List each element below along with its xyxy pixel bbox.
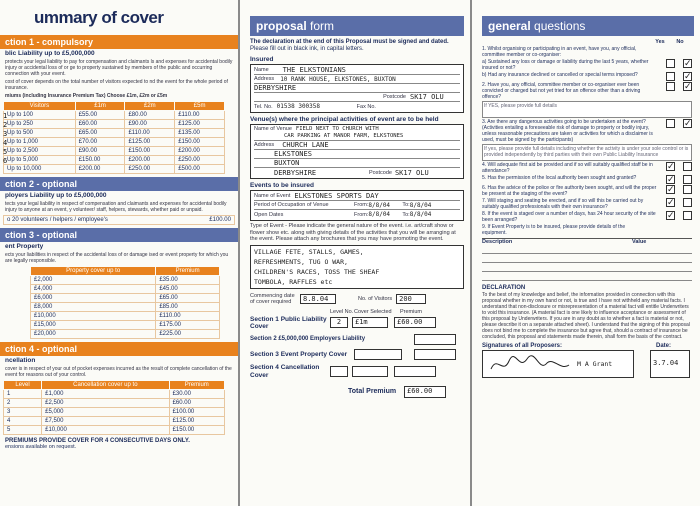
col-1m: £1m — [75, 102, 125, 111]
handwritten-mark: 5 — [3, 148, 8, 156]
name-label: Name — [254, 67, 269, 73]
answer-yes-checkbox[interactable]: ✓ — [667, 210, 675, 220]
section-1-label: Section 1 Public Liability Cover — [250, 315, 327, 330]
section-2-option: o 20 volunteers / helpers / employee's — [7, 217, 108, 223]
venue-box — [250, 124, 464, 179]
public-liability-row-cell: £150.00 — [175, 138, 225, 147]
events-heading: Events to be insured — [250, 182, 314, 189]
public-liability-row-cell: Up to 250 — [4, 120, 76, 129]
cancellation-row — [4, 408, 225, 417]
cancellation-table — [3, 380, 225, 435]
event-property-row — [31, 312, 220, 321]
period-to-label: To: — [402, 202, 410, 208]
signature-box[interactable] — [482, 350, 634, 378]
cancellation-row-cell: £10,000 — [42, 426, 169, 435]
type-of-event-box[interactable] — [250, 245, 464, 289]
public-liability-row-cell: £110.00 — [125, 129, 175, 138]
event-property-row-cell: £110.00 — [156, 312, 220, 321]
summary-of-cover-page — [0, 0, 238, 506]
footer-note-1: PREMIUMS PROVIDE COVER FOR 4 CONSECUTIVE DAYS ONLY. — [5, 438, 190, 444]
venue-address-line-2[interactable]: ELKSTONES — [274, 150, 312, 158]
handwritten-mark: 4 — [3, 139, 8, 147]
address-field-2[interactable]: DERBYSHIRE — [254, 84, 297, 92]
period-to-field[interactable]: 8/8/04 — [409, 201, 432, 209]
section-2-subtitle: ployers Liability up to £5,000,000 — [5, 192, 107, 199]
col-property-premium: Premium — [156, 267, 220, 276]
period-from-field[interactable]: 8/8/04 — [368, 201, 391, 209]
cancellation-row-cell: £7,500 — [42, 417, 169, 426]
commencing-label: Commencing date of cover required — [250, 292, 295, 305]
question-text: b) Had any insurance declined or cancelled or special terms imposed? — [482, 72, 638, 78]
public-liability-row-cell: £125.00 — [125, 138, 175, 147]
address-label: Address — [254, 76, 275, 82]
section-3-header: ction 3 - optional — [0, 228, 238, 242]
cancellation-row-cell: £150.00 — [169, 426, 224, 435]
question-row — [482, 211, 692, 223]
col-5m: £5m — [175, 102, 225, 111]
section-2-header: ction 2 - optional — [0, 177, 238, 191]
tel-label: Tel. No. — [254, 103, 273, 110]
cancellation-row-cell: £125.00 — [169, 417, 224, 426]
venue-address-line-3[interactable]: BUXTON — [274, 159, 300, 167]
question-text: If yes, please provide full details including whether the activity is under your sole control or is provided independently by third parties with their own Public Liability Insurance — [482, 144, 692, 161]
question-row — [482, 82, 692, 100]
question-text: 8. If the event is staged over a number of days, has 24 hour security of the site been arranged? — [482, 211, 656, 223]
commencing-field[interactable]: 8.8.04 — [300, 294, 336, 304]
event-property-row-cell: £225.00 — [156, 330, 220, 339]
question-list — [472, 46, 700, 236]
cancellation-row-cell: £60.00 — [169, 399, 224, 408]
section-4-header: ction 4 - optional — [0, 342, 238, 356]
answer-yes-checkbox[interactable] — [666, 119, 675, 128]
event-name-field[interactable]: ELKSTONES SPORTS DAY — [294, 192, 379, 200]
declaration-text: To the best of my knowledge and belief, the information provided in connection with this proposal whether in my own hand or not, is true and I have not withheld any material facts. I understand that non-disclosure or misrepresentation of a material fact will entitle Underwriters to void this insurance. (A material fact is one likely to influence acceptance or assessment of this proposal by Underwriters. If you are in any doubt as to whether a fact is material or not, please describe it on a separate attached sheet). I understand that the signing of this proposal does not bind me to complete the insurance but agree that, should a contract of insurance be concluded, this proposal and statements made therein, shall form the basis of the contract. — [482, 292, 690, 340]
public-liability-row-cell: £200.00 — [75, 165, 125, 174]
event-property-row-cell: £35.00 — [156, 276, 220, 285]
handwritten-mark: 1 — [3, 112, 8, 120]
name-field[interactable]: THE ELKSTONIANS — [282, 66, 346, 74]
proposal-form-header: proposal form — [250, 16, 464, 36]
declaration-instruction: The declaration at the end of this Proposal must be signed and dated. Please fill out in black ink, in capital letters. — [250, 39, 449, 52]
answer-no-checkbox[interactable]: ✓ — [684, 58, 692, 68]
section-4-text: cover is in respect of your out of pocket expenses incurred as the result of complete cancellation of the event for reasons out of your control. — [5, 366, 232, 378]
public-liability-row-cell: Up to 100 — [4, 111, 76, 120]
answer-yes-checkbox[interactable] — [666, 59, 675, 68]
public-liability-row — [4, 129, 225, 138]
event-property-row-cell: £85.00 — [156, 303, 220, 312]
section-1-text-2: cost of cover depends on the total number of visitors expected to nd the event for the whole period of insurance. — [5, 79, 228, 91]
col-cover-label: Cover Selected — [354, 308, 392, 315]
event-property-row-cell: £20,000 — [31, 330, 156, 339]
col-cancellation-cover: Cancellation cover up to — [42, 381, 169, 390]
question-row — [482, 175, 692, 184]
cancellation-row-cell: 5 — [4, 426, 42, 435]
question-text: 5. Has the permission of the local authority been sought and granted? — [482, 175, 637, 181]
public-liability-row-cell: £135.00 — [175, 129, 225, 138]
event-property-row-cell: £6,000 — [31, 294, 156, 303]
handwritten-mark: 6 — [3, 157, 8, 165]
public-liability-row-cell: £70.00 — [75, 138, 125, 147]
question-text: 4. Will adequate first aid be provided and if so will suitably qualified staff be in attendance? — [482, 162, 653, 174]
public-liability-row-cell: Up to 5,000 — [4, 156, 76, 165]
footer-note-2: ensions available on request. — [5, 444, 77, 450]
handwritten-level-marks — [3, 112, 13, 175]
type-line-3: CHILDREN'S RACES, TOSS THE SHEAF — [254, 267, 380, 276]
question-row — [482, 119, 692, 143]
answer-no-checkbox[interactable] — [683, 185, 692, 194]
open-dates-label: Open Dates — [254, 211, 284, 218]
open-to-label: To: — [402, 211, 410, 218]
handwritten-mark — [3, 166, 13, 175]
type-of-event-text: Type of Event - Please indicate the general nature of the event. i.e. art/craft show or flower show etc. along with giving details of the activities that you will be arranging at the event. Please attach any brochures that you may have promoting the event. — [250, 223, 456, 242]
description-label: Description — [482, 239, 513, 245]
section-1-text: protects your legal liability to pay for compensation and claimants ls and expenses for accidental bodily injury or accidental loss of or ge to property sustained by members of the public and occurring connection with your event. — [5, 59, 233, 77]
signatures-label: Signatures of all Proposers: — [482, 343, 563, 349]
total-premium-label: Total Premium — [348, 388, 397, 395]
question-text: a) Sustained any loss or damage or liability during the last 5 years, whether insured or not? — [482, 59, 649, 71]
open-from-field[interactable]: 8/8/04 — [368, 211, 391, 218]
col-level: Level — [4, 381, 42, 390]
signature-name: M A Grant — [577, 360, 613, 368]
cancellation-row-cell: £100.00 — [169, 408, 224, 417]
public-liability-row-cell: £80.00 — [125, 111, 175, 120]
cancellation-row — [4, 426, 225, 435]
public-liability-row-cell: Up to 1,000 — [4, 138, 76, 147]
cancellation-row-cell: £2,500 — [42, 399, 169, 408]
address-field-1[interactable]: 10 RANK HOUSE, ELKSTONES, BUXTON — [280, 75, 396, 83]
question-text: 1. Whilst organising or participating in an event, have you, any official, committee member or co-organiser: — [482, 46, 637, 58]
insured-heading: Insured — [250, 56, 274, 63]
question-row — [482, 224, 692, 236]
cancellation-row — [4, 417, 225, 426]
venue-address-label: Address — [254, 142, 275, 148]
question-row — [482, 185, 692, 197]
answer-yes-checkbox[interactable]: ✓ — [667, 184, 675, 194]
tel-field[interactable]: 01538 300358 — [276, 103, 321, 110]
answer-yes-checkbox[interactable] — [666, 82, 675, 91]
question-row — [482, 144, 692, 161]
insured-box — [250, 64, 464, 113]
type-line-2: REFRESHMENTS, TUG O WAR, — [254, 257, 348, 266]
section-1-level[interactable]: 2 — [330, 317, 348, 328]
venue-name-label: Name of Venue — [254, 126, 292, 132]
date-field[interactable]: 3.7.04 — [650, 350, 690, 378]
answer-yes-checkbox[interactable]: ✓ — [667, 161, 675, 171]
public-liability-row-cell: £55.00 — [75, 111, 125, 120]
event-property-row-cell: £2,000 — [31, 276, 156, 285]
event-property-row — [31, 303, 220, 312]
question-text: 3. Are there any dangerous activities going to be undertaken at the event? (Activities entailing a foreseeable risk of damage to property or bodily injury, unless reasonable precautions are taken or activities for which a disclaimer is used, must be signed by the participants) — [482, 119, 653, 143]
section-1-cover[interactable]: £1m — [352, 317, 388, 328]
public-liability-row-cell: £110.00 — [175, 111, 225, 120]
col-2m: £2m — [125, 102, 175, 111]
general-questions-header: general questions — [482, 16, 694, 36]
public-liability-row-cell: Up to 10,000 — [4, 165, 76, 174]
section-3-label: Section 3 Event Property Cover — [250, 350, 348, 358]
cancellation-row-cell: £1,000 — [42, 390, 169, 399]
fax-label: Fax No. — [356, 103, 376, 110]
general-questions-page — [472, 0, 700, 506]
period-label: Period of Occupation of Venue — [254, 202, 329, 208]
cancellation-row — [4, 390, 225, 399]
handwritten-mark: 2 — [3, 121, 8, 129]
col-visitors: Visitors — [4, 102, 76, 111]
event-property-table — [30, 266, 220, 339]
section-1-premium[interactable]: £60.00 — [394, 317, 436, 328]
public-liability-row-cell: £250.00 — [125, 165, 175, 174]
public-liability-row-cell: £200.00 — [125, 156, 175, 165]
cancellation-row-cell: £5,000 — [42, 408, 169, 417]
section-3-subtitle: ent Property — [5, 243, 44, 250]
cancellation-row — [4, 399, 225, 408]
date-label: Date: — [656, 343, 672, 349]
cancellation-row-cell: 2 — [4, 399, 42, 408]
section-2-label: Section 2 £5,000,000 Employers Liability — [250, 336, 366, 342]
events-box — [250, 190, 464, 221]
open-from-label: From: — [354, 211, 369, 218]
venue-name-field-2[interactable]: CAR PARKING AT MANOR FARM, ELKSTONES — [284, 133, 404, 139]
answer-no-checkbox[interactable] — [683, 175, 692, 184]
postcode-field[interactable]: SK17 OLU — [410, 93, 444, 101]
section-4-cover[interactable] — [352, 366, 388, 377]
cancellation-row-cell: 1 — [4, 390, 42, 399]
summary-title: ummary of cover — [34, 8, 164, 27]
equipment-lines[interactable] — [482, 245, 692, 281]
public-liability-row — [4, 147, 225, 156]
proposal-form-page — [240, 0, 470, 506]
venue-address-line-4[interactable]: DERBYSHIRE — [274, 168, 317, 177]
answer-no-checkbox[interactable] — [683, 162, 692, 171]
venue-name-field-1[interactable]: FIELD NEXT TO CHURCH WITH — [295, 126, 379, 132]
yes-column-label: Yes — [655, 39, 665, 45]
open-to-field[interactable]: 8/8/04 — [409, 211, 432, 218]
section-4-level[interactable] — [330, 366, 348, 377]
public-liability-row-cell: Up to 2,500 — [4, 147, 76, 156]
public-liability-row-cell: £90.00 — [75, 147, 125, 156]
event-property-row-cell: £4,000 — [31, 285, 156, 294]
public-liability-row-cell: £200.00 — [175, 147, 225, 156]
public-liability-row-cell: £250.00 — [175, 156, 225, 165]
question-row — [482, 198, 692, 210]
section-1-header: ction 1 - compulsory — [0, 35, 238, 49]
public-liability-row-cell: £60.00 — [75, 120, 125, 129]
question-row — [482, 59, 692, 71]
answer-yes-checkbox[interactable]: ✓ — [667, 197, 675, 207]
public-liability-row-cell: £150.00 — [75, 156, 125, 165]
col-property-cover: Property cover up to — [31, 267, 156, 276]
public-liability-row — [4, 138, 225, 147]
public-liability-row-cell: Up to 500 — [4, 129, 76, 138]
public-liability-row-cell: £65.00 — [75, 129, 125, 138]
question-text: If YES, please provide full details — [482, 101, 692, 118]
public-liability-row-cell: £90.00 — [125, 120, 175, 129]
section-3-text: ects your liabilities in respect of the accidental loss of or damage ised or event property for which you are legally responsible. — [5, 252, 229, 264]
section-4-label: Section 4 Cancellation Cover — [250, 363, 320, 379]
event-property-row — [31, 321, 220, 330]
visitors-label: No. of Visitors — [358, 295, 393, 302]
value-label: Value — [632, 239, 647, 245]
section-3-premium[interactable] — [414, 349, 456, 360]
section-2-price: £100.00 — [209, 217, 231, 223]
event-property-row — [31, 330, 220, 339]
section-2-text: tects your legal liability in respect of compensation and claimants and expenses for accidental bodily injury to anyone at an event, y volunteer/ staff, helpers, stewards, whether paid or unpaid. — [5, 201, 227, 213]
event-name-label: Name of Event — [254, 193, 291, 199]
event-property-row-cell: £10,000 — [31, 312, 156, 321]
answer-yes-checkbox[interactable] — [666, 72, 675, 81]
event-property-row-cell: £175.00 — [156, 321, 220, 330]
type-line-4: TOMBOLA, RAFFLES etc — [254, 277, 333, 286]
event-property-row — [31, 285, 220, 294]
answer-no-checkbox[interactable] — [683, 211, 692, 220]
venue-address-line-1[interactable]: CHURCH LANE — [282, 141, 329, 149]
public-liability-table — [3, 101, 225, 174]
visitors-field[interactable]: 200 — [396, 294, 426, 304]
event-property-row — [31, 294, 220, 303]
question-text: 7. Will staging and seating be erected, and if so will this be carried out by suitably qualified professionals with their own insurance? — [482, 198, 644, 210]
public-liability-row — [4, 120, 225, 129]
section-2-premium[interactable] — [414, 334, 456, 345]
period-from-label: From: — [354, 202, 369, 208]
section-3-cover[interactable] — [354, 349, 402, 360]
public-liability-row-cell: £125.00 — [175, 120, 225, 129]
event-property-row-cell: £65.00 — [156, 294, 220, 303]
event-property-row-cell: £8,000 — [31, 303, 156, 312]
public-liability-row-cell: £500.00 — [175, 165, 225, 174]
question-row — [482, 72, 692, 81]
public-liability-row-cell: £150.00 — [125, 147, 175, 156]
handwritten-mark: 3 — [3, 130, 8, 138]
cancellation-row-cell: 4 — [4, 417, 42, 426]
public-liability-row — [4, 111, 225, 120]
declaration-title: DECLARATION — [482, 285, 526, 291]
answer-yes-checkbox[interactable]: ✓ — [667, 174, 675, 184]
answer-no-checkbox[interactable]: ✓ — [684, 81, 692, 91]
cancellation-row-cell: 3 — [4, 408, 42, 417]
answer-no-checkbox[interactable] — [683, 198, 692, 207]
venue-postcode-field[interactable]: SK17 OLU — [394, 168, 429, 177]
question-text: 9. If Event Property is to be insured, please provide details of the equipment. — [482, 224, 626, 236]
col-level-label: Level No. — [330, 308, 354, 315]
question-text: 6. Has the advice of the police or fire authority been sought, and will the proper be present at the staging of the event? — [482, 185, 657, 197]
total-premium-field[interactable]: £60.00 — [404, 386, 446, 398]
col-cancellation-premium: Premium — [169, 381, 224, 390]
public-liability-row — [4, 156, 225, 165]
col-premium-label: Premium — [400, 308, 423, 315]
venue-heading: Venue(s) where the principal activities of event are to be held — [250, 116, 439, 123]
section-4-subtitle: ncellation — [5, 357, 36, 364]
public-liability-row — [4, 165, 225, 174]
section-1-note: miums (including Insurance Premium Tax) Choose £1m, £2m or £5m — [5, 93, 168, 99]
question-row — [482, 46, 692, 58]
question-row — [482, 162, 692, 174]
cancellation-row-cell: £30.00 — [169, 390, 224, 399]
type-line-1: VILLAGE FETE, STALLS, GAMES, — [254, 247, 364, 256]
answer-no-checkbox[interactable]: ✓ — [684, 118, 692, 128]
event-property-row-cell: £15,000 — [31, 321, 156, 330]
section-1-subtitle: blic Liability up to £5,000,000 — [5, 50, 95, 57]
section-4-premium[interactable] — [394, 366, 436, 377]
postcode-label: Postcode — [383, 94, 406, 100]
answer-no-checkbox[interactable]: ✓ — [684, 71, 692, 81]
no-column-label: No — [676, 39, 684, 45]
question-row — [482, 101, 692, 118]
venue-postcode-label: Postcode — [369, 169, 392, 176]
event-property-row — [31, 276, 220, 285]
event-property-row-cell: £45.00 — [156, 285, 220, 294]
question-text: 2. Have you, any official, committee member or co-organiser ever been convicted or charged but not yet tried for an offence other than a driving offence? — [482, 82, 641, 100]
